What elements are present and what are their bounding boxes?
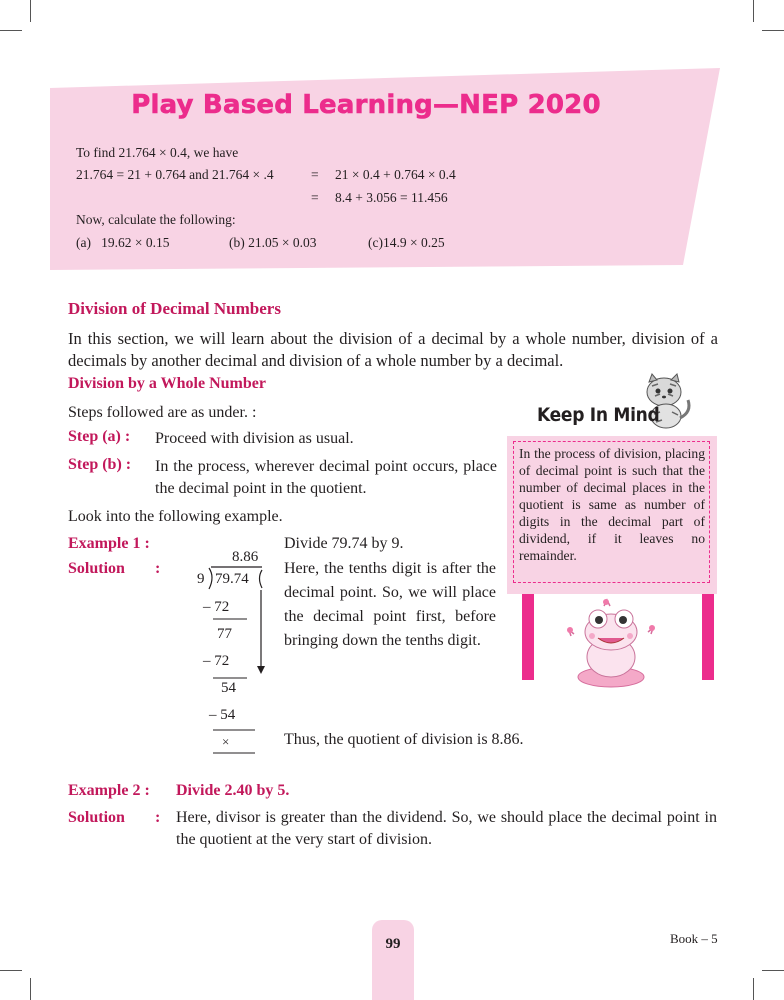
nep-line-3: 21 × 0.4 + 0.764 × 0.4 xyxy=(335,167,456,182)
step-b-label: Step (b) : xyxy=(68,456,132,473)
section-heading: Division of Decimal Numbers xyxy=(68,299,281,318)
example1-explanation: Here, the tenths digit is after the decimal point. So, we will place the decimal point first, before bringing down the tenths digit. xyxy=(284,560,496,649)
division-step: 54 xyxy=(221,680,236,696)
division-step: – 54 xyxy=(209,707,236,723)
section-intro: In this section, we will learn about the division of a decimal by a whole number, division of a decimals by another decimal and division of a whole number by a decimal. xyxy=(68,329,718,370)
steps-intro: Steps followed are as under. : xyxy=(68,404,257,421)
example1-conclusion: Thus, the quotient of division is 8.86. xyxy=(284,731,524,748)
nep-line-2: 21.764 = 21 + 0.764 and 21.764 × .4 xyxy=(76,167,274,182)
nep-line-4: 8.4 + 3.056 = 11.456 xyxy=(335,190,448,205)
page-number-tab xyxy=(372,920,414,1000)
page-number: 99 xyxy=(385,936,401,952)
quotient: 8.86 xyxy=(232,549,259,565)
example1-question: Divide 79.74 by 9. xyxy=(284,535,404,552)
keep-in-mind-title: Keep In Mind xyxy=(537,404,660,426)
division-step: – 72 xyxy=(203,653,230,669)
step-a-label: Step (a) : xyxy=(68,428,131,445)
solution1-label: Solution xyxy=(68,560,125,577)
book-label: Book – 5 xyxy=(670,931,718,946)
nep-line-5: Now, calculate the following: xyxy=(76,212,236,227)
division-step: – 72 xyxy=(203,599,230,615)
example2-label: Example 2 : xyxy=(68,782,150,799)
nep-exercise-b: (b) 21.05 × 0.03 xyxy=(229,235,317,250)
nep-exercise-c: (c)14.9 × 0.25 xyxy=(368,235,445,250)
example1-label: Example 1 : xyxy=(68,535,150,552)
crop-mark xyxy=(0,970,22,971)
subheading: Division by a Whole Number xyxy=(68,375,266,392)
crop-mark xyxy=(30,978,31,1000)
solution1-colon: : xyxy=(155,560,161,577)
nep-equals-2: = xyxy=(311,190,319,205)
step-b-text: In the process, wherever decimal point occurs, place the decimal point in the quotient. xyxy=(155,458,497,497)
division-step: 77 xyxy=(217,626,232,642)
divisor: 9 xyxy=(197,571,205,587)
nep-equals-1: = xyxy=(311,167,319,182)
crop-mark xyxy=(762,970,784,971)
crop-mark xyxy=(753,978,754,1000)
dividend: 79.74 xyxy=(215,571,249,587)
nep-exercise-a: (a) 19.62 × 0.15 xyxy=(76,235,170,250)
solution2-colon: : xyxy=(155,809,161,826)
division-step: × xyxy=(222,734,230,749)
step-a-text: Proceed with division as usual. xyxy=(155,430,354,447)
board-leg-right xyxy=(702,594,714,680)
example2-text: Here, divisor is greater than the dividend. So, we should place the decimal point in the quotient at the very start of division. xyxy=(176,809,717,848)
keep-in-mind-text: In the process of division, placing of decimal point is such that the number of decimal places in the quotient is same as number of digits in the decimal part of dividend, if it leaves no remainder. xyxy=(519,446,705,563)
board-leg-left xyxy=(522,594,534,680)
nep-line-1: To find 21.764 × 0.4, we have xyxy=(76,145,239,160)
example2-question: Divide 2.40 by 5. xyxy=(176,782,290,799)
solution2-label: Solution xyxy=(68,809,125,826)
frog-icon xyxy=(556,592,666,692)
nep-title: Play Based Learning—NEP 2020 xyxy=(131,90,601,120)
look-into: Look into the following example. xyxy=(68,508,283,525)
